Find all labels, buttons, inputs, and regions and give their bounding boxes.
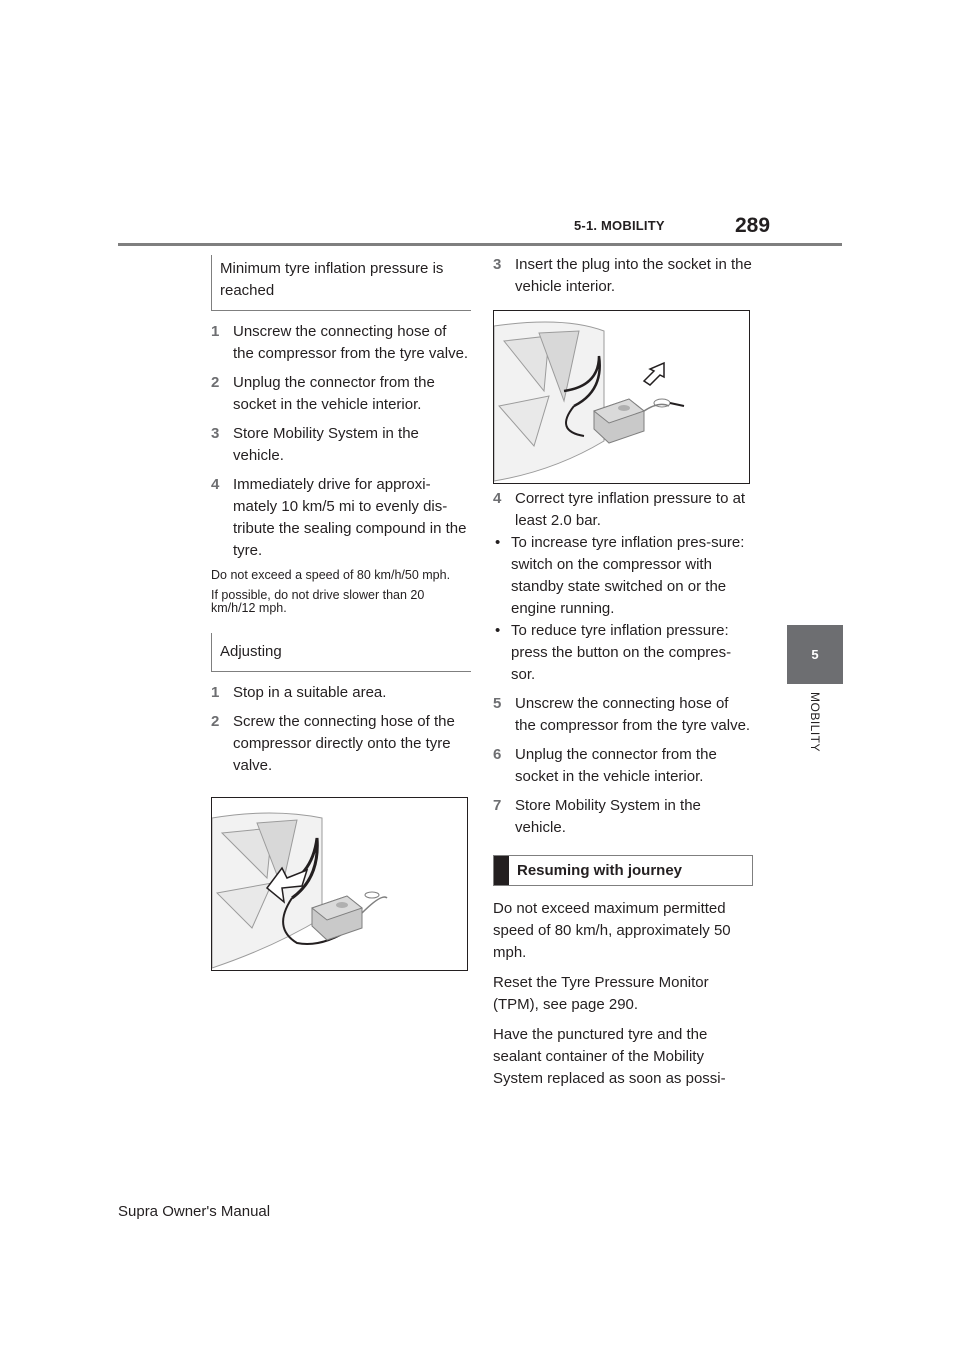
compressor-hose-illustration	[211, 797, 468, 971]
step-number: 2	[211, 374, 220, 391]
step-number: 6	[493, 746, 502, 763]
step-number: 1	[211, 684, 220, 701]
page-number: 289	[735, 214, 771, 237]
step-item	[493, 795, 753, 839]
step-item	[493, 254, 753, 298]
step-number: 2	[211, 713, 220, 730]
step-text: Insert the plug into the socket in the vehicle interior.	[515, 256, 752, 295]
bullet-icon: •	[495, 534, 501, 551]
step-text: Screw the connecting hose of the compressor directly onto the tyre valve.	[233, 713, 455, 774]
step-number: 1	[211, 323, 220, 340]
step-item	[493, 488, 753, 532]
note-text: If possible, do not drive slower than 20 km/h/12 mph.	[211, 588, 425, 615]
bullet-icon: •	[495, 622, 501, 639]
left-column	[211, 255, 471, 971]
step-item	[211, 372, 471, 416]
step-text: Store Mobility System in the vehicle.	[233, 425, 419, 464]
bullet-item	[493, 620, 753, 686]
section-title: 5-1. MOBILITY	[574, 218, 665, 233]
step-number: 5	[493, 695, 502, 712]
paragraph: Have the punctured tyre and the sealant container of the Mobility System replaced as soon as possi-	[493, 1026, 726, 1087]
footer-manual-title: Supra Owner's Manual	[118, 1203, 271, 1220]
step-text: Unscrew the connecting hose of the compressor from the tyre valve.	[233, 323, 469, 362]
paragraph: Reset the Tyre Pressure Monitor (TPM), see page 290.	[493, 974, 709, 1013]
step-text: Unplug the connector from the socket in the vehicle interior.	[515, 746, 717, 785]
step-item	[211, 682, 471, 704]
right-column	[493, 254, 753, 1090]
bullet-text: To reduce tyre inflation pressure: press the button on the compres-sor.	[511, 622, 732, 683]
compressor-plug-drawing	[494, 311, 750, 484]
step-text: Immediately drive for approxi-mately 10 km/5 mi to evenly dis-tribute the sealing compound in the tyre.	[233, 476, 467, 559]
section-heading-adjusting: Adjusting	[211, 633, 471, 672]
step-text: Correct tyre inflation pressure to at least 2.0 bar.	[515, 490, 746, 529]
bullet-text: To increase tyre inflation pres-sure: switch on the compressor with standby state switched on or the engine running.	[511, 534, 745, 617]
step-item	[211, 711, 471, 777]
step-text: Store Mobility System in the vehicle.	[515, 797, 701, 836]
step-item	[211, 423, 471, 467]
chapter-tab: 5	[787, 625, 843, 684]
chapter-label: MOBILITY	[808, 692, 822, 753]
heading-text: Resuming with journey	[517, 861, 683, 879]
paragraph: Do not exceed maximum permitted speed of 80 km/h, approximately 50 mph.	[493, 900, 731, 961]
section-heading-resuming	[493, 855, 753, 886]
step-item	[493, 693, 753, 737]
section-heading-minimum-pressure: Minimum tyre inflation pressure is reached	[211, 255, 471, 311]
heading-bar	[494, 856, 509, 885]
step-text: Unplug the connector from the socket in the vehicle interior.	[233, 374, 435, 413]
step-number: 4	[211, 476, 220, 493]
step-number: 4	[493, 490, 502, 507]
step-number: 7	[493, 797, 502, 814]
step-text: Stop in a suitable area.	[233, 684, 387, 701]
step-item	[211, 474, 471, 562]
step-number: 3	[211, 425, 220, 442]
bullet-item	[493, 532, 753, 620]
step-text: Unscrew the connecting hose of the compressor from the tyre valve.	[515, 695, 751, 734]
header-divider	[118, 243, 842, 246]
step-item	[211, 321, 471, 365]
wheel-compressor-drawing	[212, 798, 468, 971]
step-item	[493, 744, 753, 788]
step-number: 3	[493, 256, 502, 273]
note-text: Do not exceed a speed of 80 km/h/50 mph.	[211, 568, 451, 582]
compressor-socket-illustration	[493, 310, 750, 484]
